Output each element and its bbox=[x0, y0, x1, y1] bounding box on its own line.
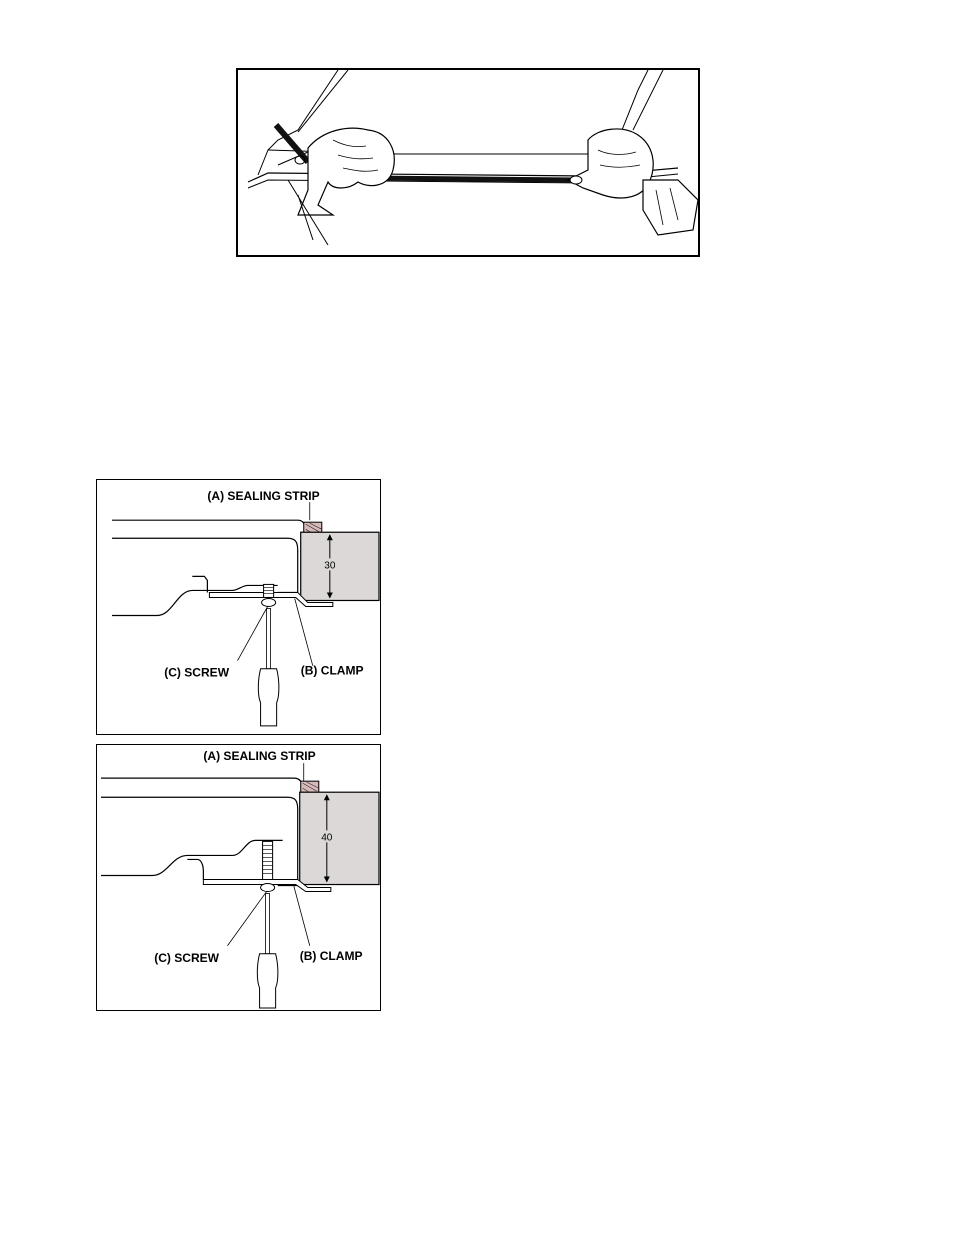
label-screw: (C) SCREW bbox=[154, 950, 220, 965]
dimension-label: 40 bbox=[321, 832, 333, 844]
sealing-strip-illustration bbox=[236, 68, 700, 257]
hands-applying-strip-drawing bbox=[238, 70, 698, 255]
label-sealing-strip: (A) SEALING STRIP bbox=[203, 749, 316, 764]
label-clamp: (B) CLAMP bbox=[300, 663, 364, 678]
label-sealing-strip: (A) SEALING STRIP bbox=[207, 489, 320, 504]
label-clamp: (B) CLAMP bbox=[299, 948, 363, 963]
clamp-detail-40mm bbox=[96, 744, 381, 1011]
label-screw: (C) SCREW bbox=[164, 665, 230, 680]
clamp-detail-30mm bbox=[96, 479, 381, 735]
dimension-label: 30 bbox=[324, 560, 336, 572]
worktop-section bbox=[300, 792, 379, 884]
worktop-section bbox=[301, 532, 379, 600]
